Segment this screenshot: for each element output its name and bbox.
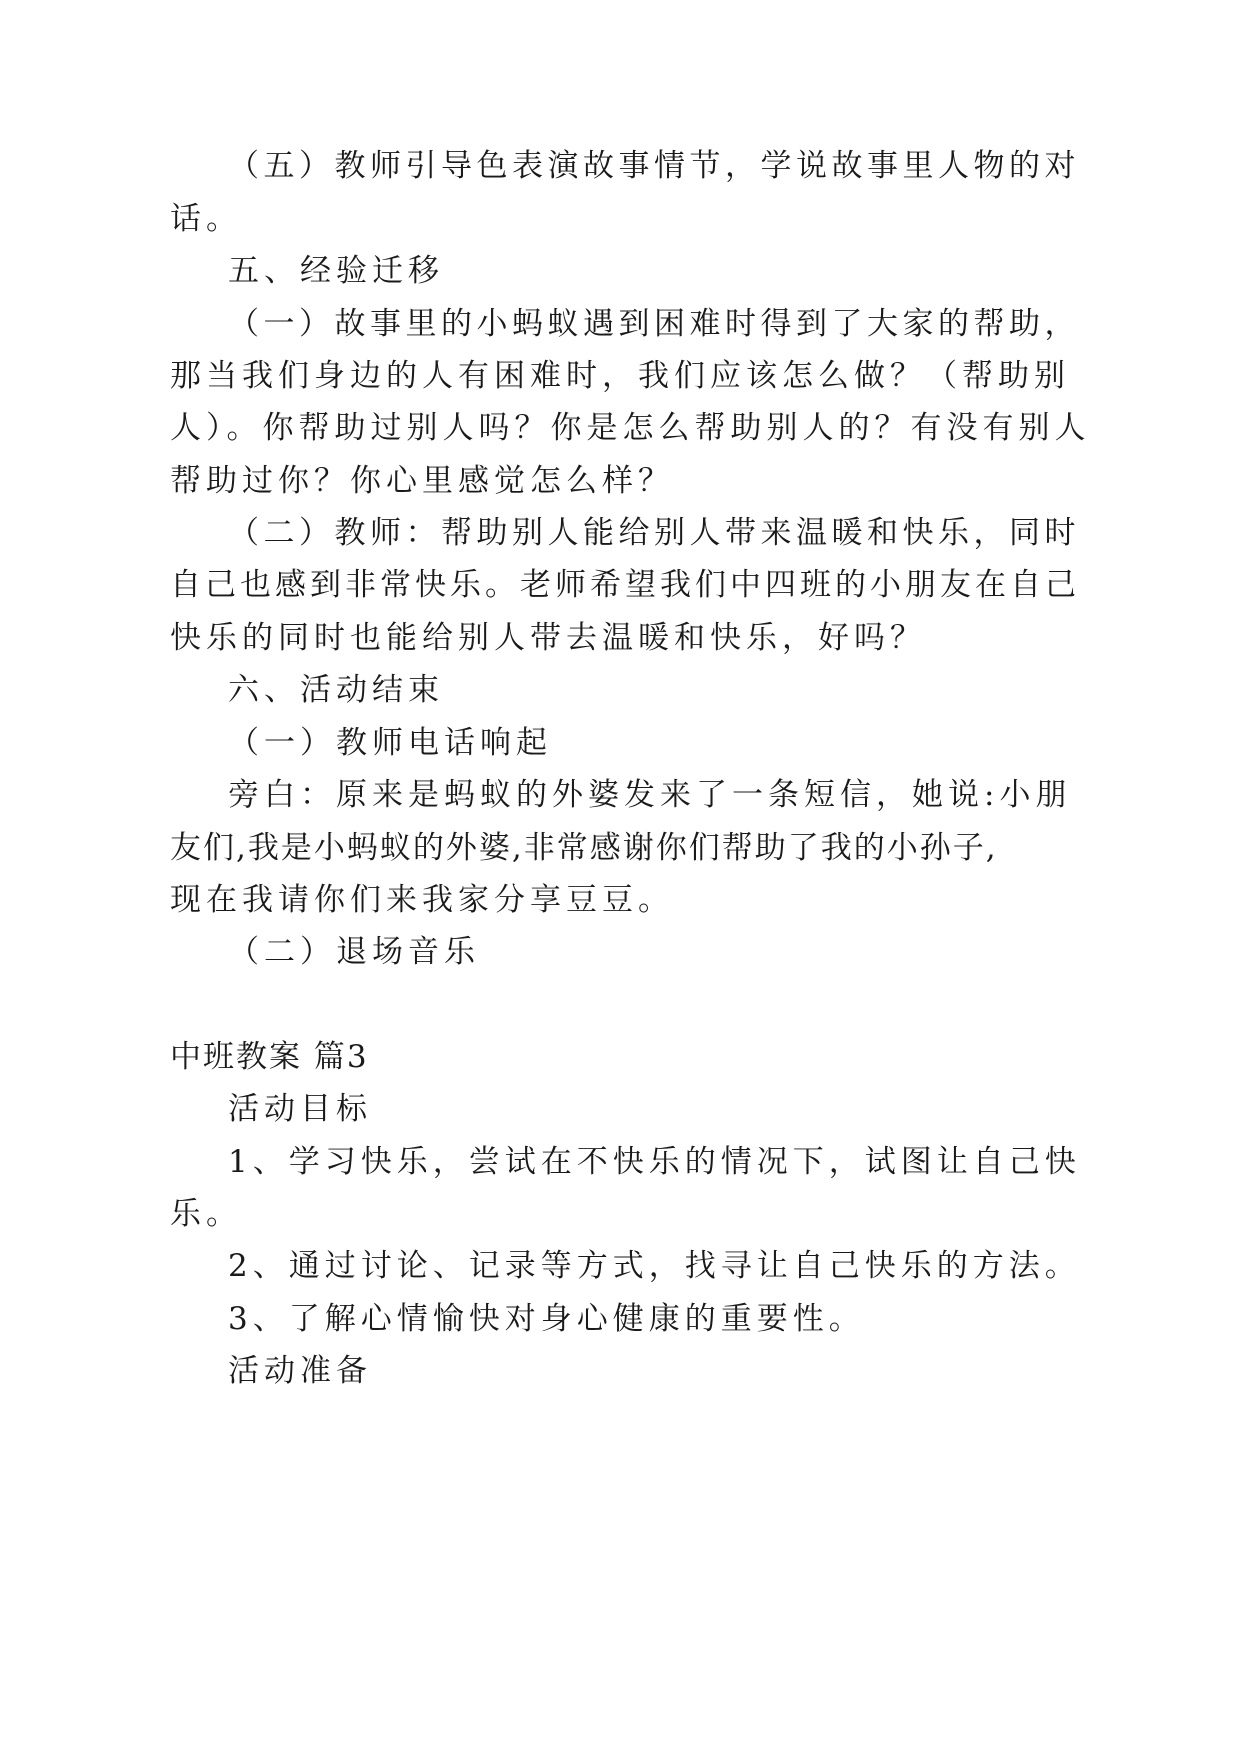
paragraph-line: 帮助过你？你心里感觉怎么样？ <box>170 463 674 499</box>
section-heading: 活动目标 <box>228 1091 372 1127</box>
paragraph-line: 话。 <box>170 201 242 237</box>
section-heading: 六、活动结束 <box>228 672 444 708</box>
paragraph-line: 1、学习快乐，尝试在不快乐的情况下，试图让自己快 <box>228 1144 1081 1180</box>
paragraph-line: 2、通过讨论、记录等方式，找寻让自己快乐的方法。 <box>228 1248 1081 1284</box>
paragraph-line: 乐。 <box>170 1196 242 1232</box>
paragraph-line: 自己也感到非常快乐。老师希望我们中四班的小朋友在自己 <box>170 567 1080 603</box>
paragraph-line: 人）。你帮助过别人吗？你是怎么帮助别人的？有没有别人 <box>170 410 1091 446</box>
paragraph-line: 3、了解心情愉快对身心健康的重要性。 <box>228 1301 865 1337</box>
section-heading: 五、经验迁移 <box>228 253 444 289</box>
paragraph-line: （二）退场音乐 <box>228 934 480 970</box>
paragraph-line: （一）故事里的小蚂蚁遇到困难时得到了大家的帮助， <box>228 306 1080 342</box>
paragraph-line: 旁白：原来是蚂蚁的外婆发来了一条短信，她说:小朋 <box>228 777 1072 813</box>
paragraph-line: 友们,我是小蚂蚁的外婆,非常感谢你们帮助了我的小孙子, <box>170 830 998 866</box>
paragraph-line: 快乐的同时也能给别人带去温暖和快乐，好吗？ <box>170 620 926 656</box>
lesson-title: 中班教案 篇3 <box>170 1039 369 1075</box>
paragraph-line: （二）教师：帮助别人能给别人带来温暖和快乐，同时 <box>228 515 1080 551</box>
paragraph-line: （一）教师电话响起 <box>228 725 552 761</box>
paragraph-line: （五）教师引导色表演故事情节，学说故事里人物的对 <box>228 148 1080 184</box>
paragraph-line: 现在我请你们来我家分享豆豆。 <box>170 882 674 918</box>
section-heading: 活动准备 <box>228 1353 372 1389</box>
paragraph-line: 那当我们身边的人有困难时，我们应该怎么做？（帮助别 <box>170 358 1070 394</box>
